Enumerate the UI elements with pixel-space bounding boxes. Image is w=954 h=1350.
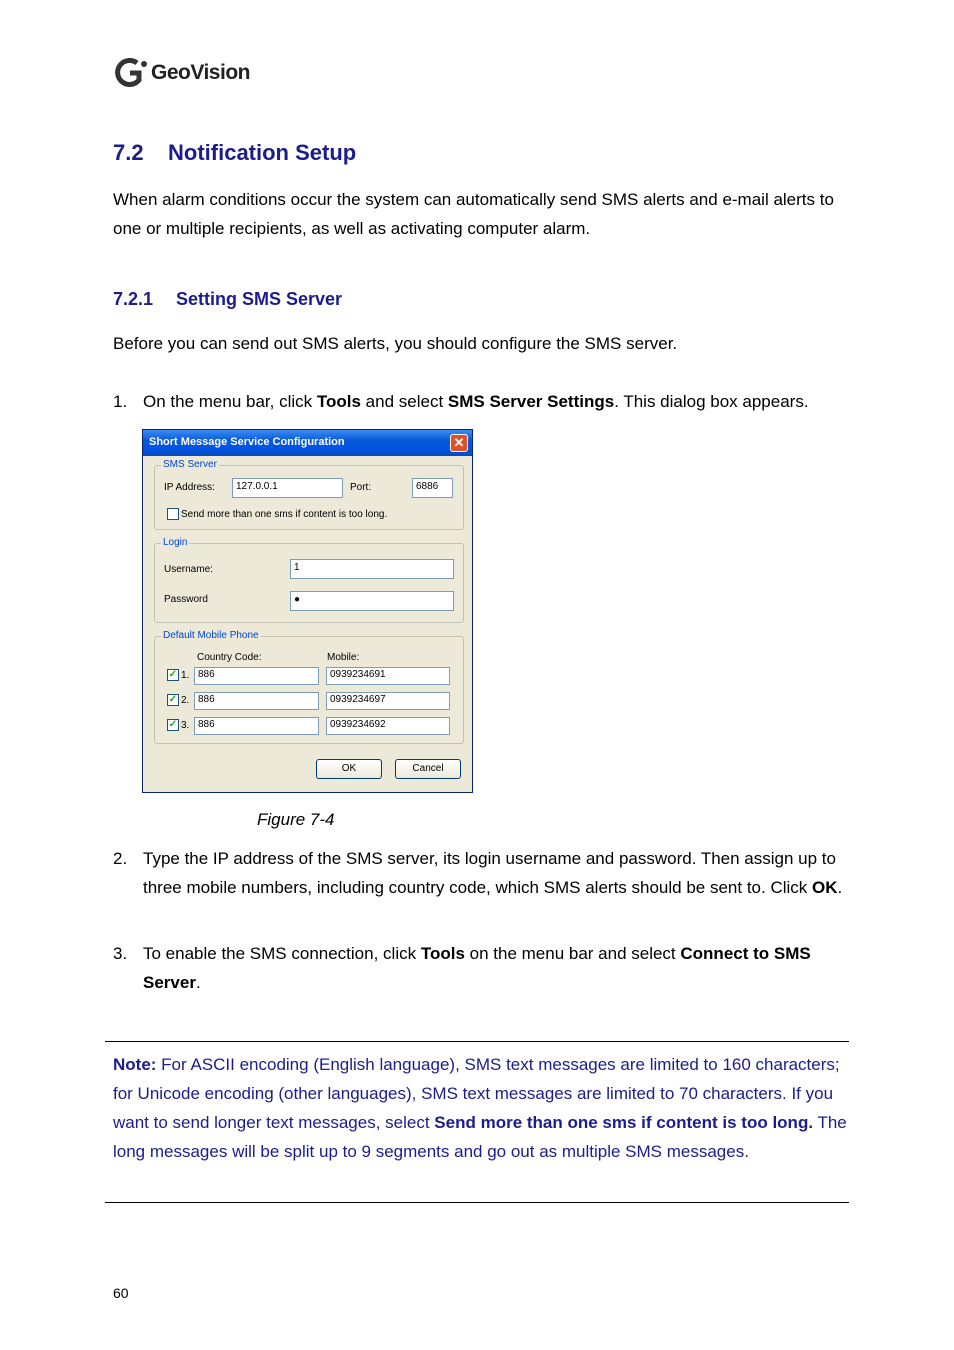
step-3	[113, 939, 853, 997]
mobile-row-1-checkbox[interactable]: ✓	[168, 669, 178, 680]
logo-text: GeoVision	[151, 61, 250, 84]
step-text	[143, 939, 853, 997]
step-number: 1.	[113, 392, 128, 411]
mobile-row-1-label: 1.	[181, 670, 190, 681]
note-bottom-rule	[105, 1202, 849, 1203]
login-group	[154, 537, 464, 623]
step-bold: Connect to SMS Server	[143, 944, 811, 992]
ip-address-input[interactable]: 127.0.0.1	[232, 478, 343, 498]
section-number: 7.2	[113, 140, 144, 165]
section-title: Notification Setup	[168, 140, 357, 165]
note-text: For ASCII encoding (English language), SMS text messages are limited to 160 characters; for Unicode encoding (other languages), SMS text messages are limited to 70 characters. If you want to send longer text messages, select	[113, 1055, 840, 1132]
subsection-title: Setting SMS Server	[176, 289, 343, 309]
mobile-input-1[interactable]: 0939234691	[326, 667, 450, 685]
mobile-row-3-checkbox[interactable]: ✓	[168, 719, 178, 730]
mobile-row-3-label: 3.	[181, 720, 190, 731]
step-2	[113, 844, 853, 902]
step-bold: SMS Server Settings	[447, 392, 615, 411]
port-label: Port:	[350, 482, 372, 493]
sms-server-group	[154, 459, 464, 530]
step-bold: OK	[812, 878, 838, 897]
note-top-rule	[105, 1041, 849, 1042]
mobile-input-3[interactable]: 0939234692	[326, 717, 450, 735]
intro-paragraph: When alarm conditions occur the system can automatically send SMS alerts and e-mail alerts to one or multiple recipients, as well as activating computer alarm.	[113, 190, 834, 238]
step-number: 3.	[113, 944, 128, 963]
group-legend: Default Mobile Phone	[163, 630, 259, 641]
step-text-part: Type the IP address of the SMS server, its login username and password. Then assign up to three mobile numbers, including country code, which SMS alerts should be sent to. Click	[143, 849, 836, 897]
step-bold: Tools	[420, 944, 465, 963]
country-code-header: Country Code:	[197, 652, 262, 663]
step-text-part: on the menu bar and select	[464, 944, 681, 963]
step-number: 2.	[113, 849, 128, 868]
country-code-input-3[interactable]: 886	[194, 717, 319, 735]
ok-button[interactable]: OK	[316, 759, 382, 779]
sms-config-dialog	[142, 429, 473, 793]
subsection-number: 7.2.1	[113, 289, 154, 309]
cancel-button[interactable]: Cancel	[395, 759, 461, 779]
mobile-row-2-label: 2.	[181, 695, 190, 706]
note-text: The long messages will be split up to 9 segments and go out as multiple SMS messages.	[113, 1113, 847, 1161]
figure-caption: Figure 7-4	[257, 810, 335, 829]
step-text-part: .	[837, 878, 843, 897]
mobile-input-2[interactable]: 0939234697	[326, 692, 450, 710]
password-input[interactable]: ●	[290, 591, 454, 611]
dialog-title: Short Message Service Configuration	[149, 436, 345, 448]
sub-intro-paragraph: Before you can send out SMS alerts, you should configure the SMS server.	[113, 334, 678, 353]
section-heading	[113, 140, 356, 166]
country-code-input-2[interactable]: 886	[194, 692, 319, 710]
username-label: Username:	[164, 564, 213, 575]
mobile-header: Mobile:	[327, 652, 360, 663]
step-text	[143, 387, 853, 416]
subsection-heading	[113, 289, 342, 310]
step-1	[113, 387, 853, 416]
step-text-part: .	[195, 973, 201, 992]
step-text	[143, 844, 853, 902]
step-text-part: To enable the SMS connection, click	[143, 944, 421, 963]
username-input[interactable]: 1	[290, 559, 454, 579]
step-text-part: . This dialog box appears.	[614, 392, 809, 411]
password-label: Password	[164, 594, 208, 605]
note-bold-option: Send more than one sms if content is too long.	[434, 1113, 814, 1132]
dialog-titlebar	[143, 430, 472, 456]
step-text-part: and select	[360, 392, 448, 411]
default-mobile-group	[154, 630, 464, 744]
note-box	[113, 1050, 848, 1166]
page-number: 60	[113, 1285, 129, 1301]
country-code-input-1[interactable]: 886	[194, 667, 319, 685]
geovision-logo	[115, 56, 250, 90]
step-bold: Tools	[316, 392, 361, 411]
close-icon[interactable]: ✕	[450, 434, 468, 452]
step-text-part: On the menu bar, click	[143, 392, 317, 411]
split-sms-label: Send more than one sms if content is too long.	[181, 509, 388, 520]
port-input[interactable]: 6886	[412, 478, 453, 498]
group-legend: SMS Server	[163, 459, 217, 470]
ip-address-label: IP Address:	[164, 482, 215, 493]
mobile-row-2-checkbox[interactable]: ✓	[168, 694, 178, 705]
note-lead: Note:	[113, 1055, 157, 1074]
group-legend: Login	[163, 537, 188, 548]
geovision-logo-icon	[115, 58, 149, 88]
split-sms-checkbox[interactable]	[167, 508, 179, 520]
